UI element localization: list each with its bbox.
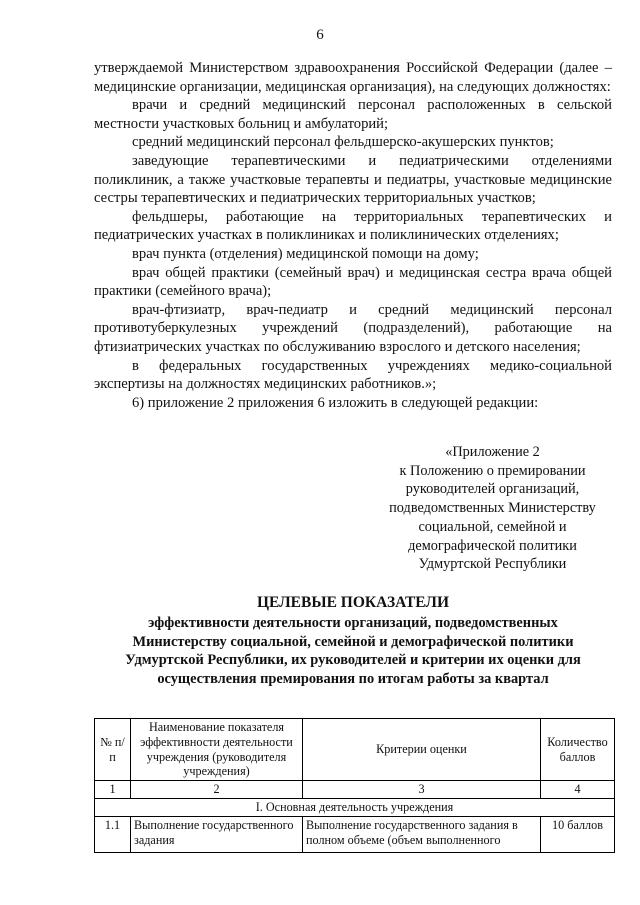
row-score: 10 баллов: [541, 816, 615, 852]
paragraph: 6) приложение 2 приложения 6 изложить в следующей редакции:: [132, 394, 539, 411]
header-score: Количество баллов: [541, 719, 615, 781]
paragraph: врач-фтизиатр, врач-педиатр и средний медицинский персонал противотуберкулезных учреждений (подразделений), работающие на фтизиатрических участках по обслуживанию взрослого и детского населения;: [94, 301, 612, 355]
title-line: осуществления премирования по итогам работы за квартал: [157, 670, 549, 687]
section-row: [95, 798, 615, 816]
indicators-table: [94, 718, 615, 853]
appendix-line: подведомственных Министерству: [389, 500, 596, 517]
appendix-line: Удмуртской Республики: [418, 556, 567, 573]
paragraph: средний медицинский персонал фельдшерско-акушерских пунктов;: [132, 134, 554, 151]
paragraph: врач пункта (отделения) медицинской помощи на дому;: [132, 245, 479, 262]
row-num: 1.1: [95, 816, 131, 852]
page-number: 6: [316, 27, 324, 43]
appendix-line: социальной, семейной и: [418, 518, 567, 535]
title-line: Министерству социальной, семейной и демографической политики: [132, 633, 574, 650]
appendix-line: «Приложение 2: [445, 444, 540, 460]
header-name: Наименование показателя эффективности деятельности учреждения (руководителя учреждения): [131, 719, 303, 781]
header-criteria: Критерии оценки: [303, 719, 541, 781]
title-line: Удмуртской Республики, их руководителей и критерии их оценки для: [125, 652, 581, 669]
column-number-row: [95, 781, 615, 799]
appendix-line: демографической политики: [408, 537, 577, 554]
header-num: № п/п: [95, 719, 131, 781]
appendix-line: к Положению о премировании: [399, 462, 586, 479]
paragraph: врачи и средний медицинский персонал расположенных в сельской местности участковых больниц и амбулаторий;: [94, 97, 612, 132]
col-number: 3: [303, 781, 541, 799]
title-main: ЦЕЛЕВЫЕ ПОКАЗАТЕЛИ: [256, 594, 450, 611]
table-row: [95, 816, 615, 852]
appendix-header: [380, 443, 605, 574]
paragraph: утверждаемой Министерством здравоохранения Российской Федерации (далее – медицинские организации, медицинская организация), на следующих должностях:: [94, 60, 612, 95]
section-title: I. Основная деятельность учреждения: [95, 798, 615, 816]
paragraph: заведующие терапевтическими и педиатрическими отделениями поликлиник, а также участковые терапевты и педиатры, участковые медицинские сестры терапевтических и педиатрических территориальных участков;: [94, 152, 612, 207]
body-text: [94, 59, 612, 412]
row-criteria: Выполнение государственного задания в полном объеме (объем выполненного: [303, 816, 541, 852]
paragraph: в федеральных государственных учреждениях медико-социальной экспертизы на должностях медицинских работников.»;: [94, 357, 612, 393]
col-number: 1: [95, 781, 131, 799]
paragraph: врач общей практики (семейный врач) и медицинская сестра врача общей практики (семейного врача);: [94, 264, 612, 300]
appendix-line: руководителей организаций,: [405, 481, 580, 498]
paragraph: фельдшеры, работающие на территориальных терапевтических и педиатрических участках в поликлиниках и поликлинических отделениях;: [94, 208, 612, 244]
row-name: Выполнение государственного задания: [131, 816, 303, 852]
table-header-row: [95, 719, 615, 781]
col-number: 4: [541, 781, 615, 799]
col-number: 2: [131, 781, 303, 799]
title-line: эффективности деятельности организаций, подведомственных: [148, 615, 558, 631]
document-title: [94, 593, 612, 688]
